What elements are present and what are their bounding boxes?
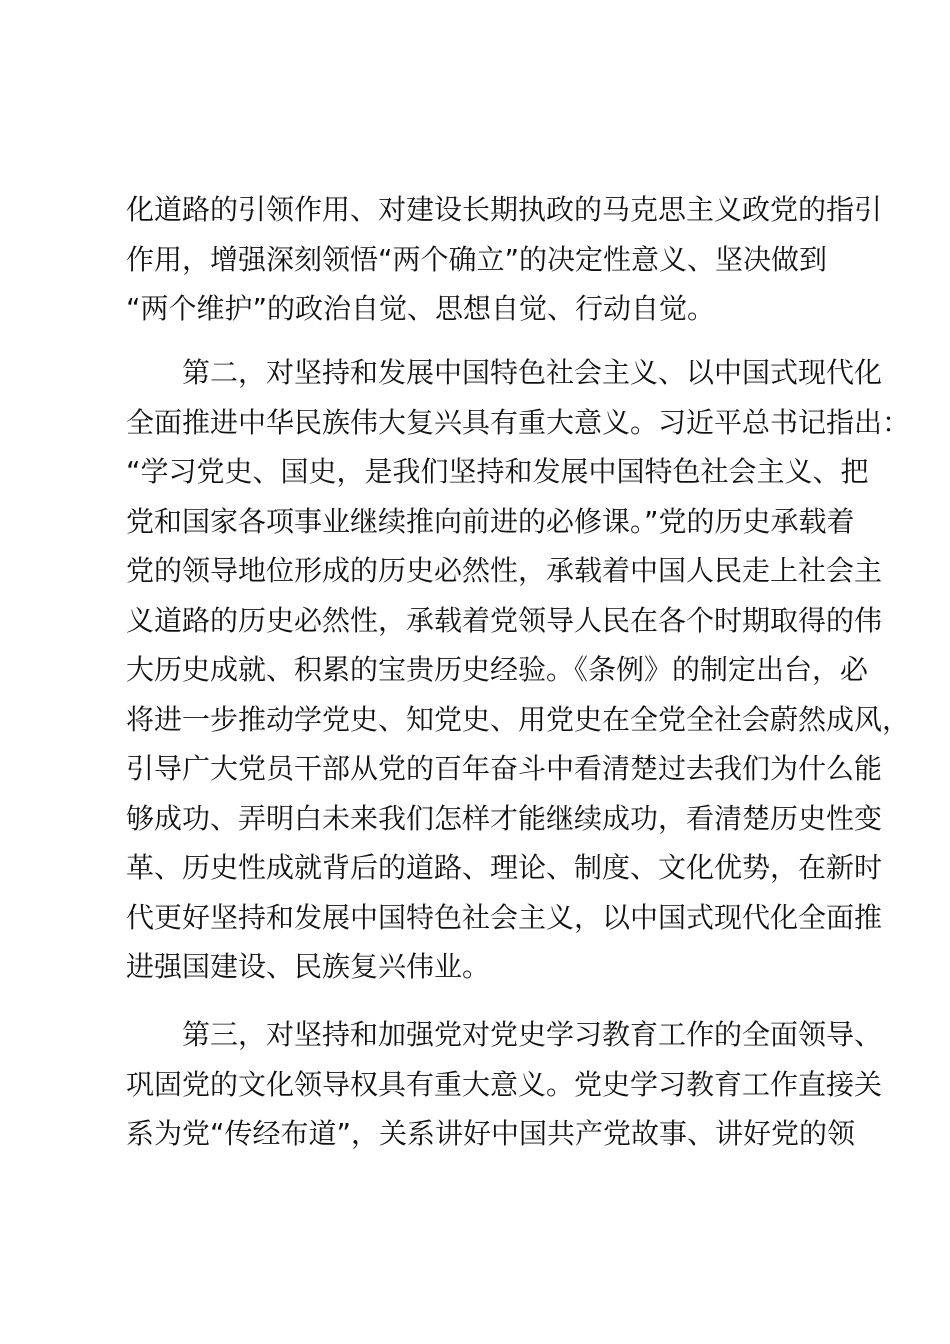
paragraph-line: 第三，对坚持和加强党对党史学习教育工作的全面领导、 xyxy=(182,1018,883,1051)
paragraph-2 xyxy=(126,348,911,992)
paragraph-3 xyxy=(126,1010,883,1159)
paragraph-line: 党的领导地位形成的历史必然性，承载着中国人民走上社会主 xyxy=(126,554,883,587)
paragraph-line: 化道路的引领作用、对建设长期执政的马克思主义政党的指引 xyxy=(126,193,883,226)
paragraph-line: 大历史成就、积累的宝贵历史经验。《条例》的制定出台，必 xyxy=(126,653,869,686)
paragraph-line: 巩固党的文化领导权具有重大意义。党史学习教育工作直接关 xyxy=(126,1067,883,1101)
paragraph-line: 党和国家各项事业继续推向前进的必修课。”党的历史承载着 xyxy=(126,504,855,538)
paragraph-line: 作用，增强深刻领悟“两个确立”的决定性意义、坚决做到 xyxy=(126,242,828,276)
paragraph-line: 代更好坚持和发展中国特色社会主义，以中国式现代化全面推 xyxy=(126,900,883,934)
paragraph-line: 第二，对坚持和发展中国特色社会主义、以中国式现代化 xyxy=(182,356,883,389)
paragraph-line: 将进一步推动学党史、知党史、用党史在全党全社会蔚然成风， xyxy=(126,702,911,736)
paragraph-line: 义道路的历史必然性，承载着党领导人民在各个时期取得的伟 xyxy=(126,603,883,637)
paragraph-line: 进强国建设、民族复兴伟业。 xyxy=(126,950,491,983)
paragraph-line: 引导广大党员干部从党的百年奋斗中看清楚过去我们为什么能 xyxy=(126,752,883,785)
paragraph-line: 革、历史性成就背后的道路、理论、制度、文化优势，在新时 xyxy=(126,851,883,884)
paragraph-line: “两个维护”的政治自觉、思想自觉、行动自觉。 xyxy=(126,292,716,325)
paragraph-line: 系为党“传经布道”，关系讲好中国共产党故事、讲好党的领 xyxy=(126,1117,856,1150)
paragraph-line: 够成功、弄明白未来我们怎样才能继续成功，看清楚历史性变 xyxy=(126,801,883,835)
paragraph-line: “学习党史、国史，是我们坚持和发展中国特色社会主义、把 xyxy=(126,455,869,488)
paragraph-line: 全面推进中华民族伟大复兴具有重大意义。习近平总书记指出： xyxy=(126,405,911,439)
paragraph-1 xyxy=(126,185,883,334)
